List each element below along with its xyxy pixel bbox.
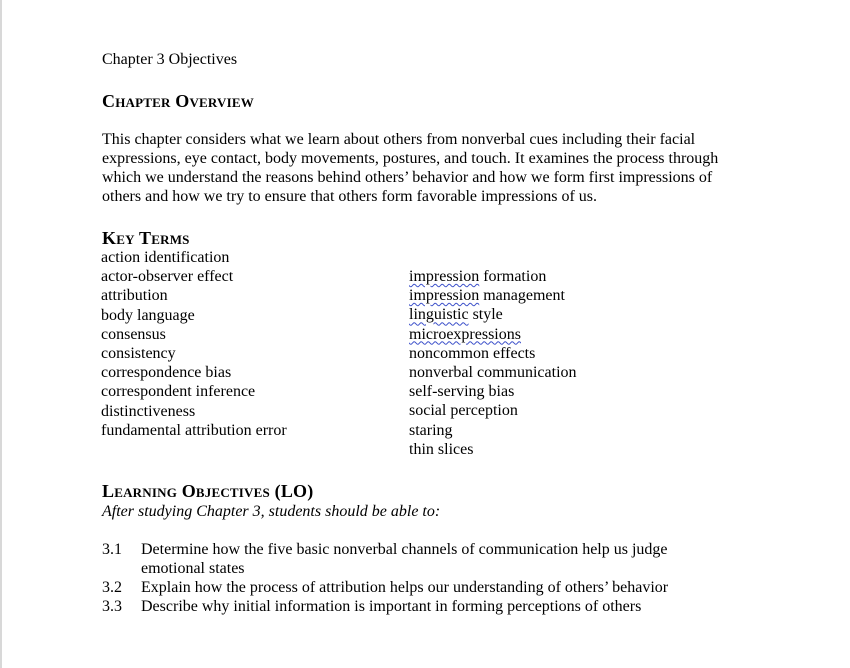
overview-line: This chapter considers what we learn about others from nonverbal cues including their facial (102, 131, 696, 148)
key-term (409, 305, 577, 324)
key-term (409, 286, 577, 305)
objective-text (141, 597, 668, 616)
objective-text (141, 578, 668, 597)
key-term: nonverbal communication (409, 364, 577, 382)
learning-objectives-list (102, 540, 668, 616)
objective-text (141, 540, 668, 578)
spellcheck-flagged-word[interactable]: linguistic (409, 306, 469, 324)
objective-number: 3.2 (102, 579, 122, 596)
key-term-rest: formation (479, 268, 547, 285)
objective-line: Explain how the process of attribution helps our understanding of others’ behavior (141, 579, 669, 596)
overview-line: expressions, eye contact, body movements, postures, and touch. It examines the process through (102, 150, 719, 167)
objective-line: Determine how the five basic nonverbal channels of communication help us judge (141, 541, 668, 558)
key-term: consensus (101, 325, 166, 343)
key-term: body language (101, 306, 195, 324)
learning-objectives-intro: After studying Chapter 3, students should be able to: (102, 503, 441, 520)
learning-objective (102, 578, 668, 597)
key-term: action identification (101, 249, 230, 266)
key-term-rest: management (479, 287, 565, 305)
overview-line: others and how we try to ensure that others form favorable impressions of us. (102, 188, 597, 205)
overview-line: which we understand the reasons behind others’ behavior and how we form first impressions of (102, 169, 713, 186)
key-term: noncommon effects (409, 344, 536, 362)
objective-number: 3.3 (102, 598, 122, 615)
chapter-overview-heading: Chapter Overview (102, 91, 254, 111)
spellcheck-flagged-word[interactable]: impression (409, 268, 480, 285)
key-terms-heading: Key Terms (102, 228, 190, 248)
key-term (409, 267, 577, 286)
key-term: fundamental attribution error (101, 421, 287, 439)
key-terms-left-column (101, 248, 287, 440)
key-term (409, 325, 577, 344)
document-title: Chapter 3 Objectives (102, 51, 238, 68)
key-term: actor-observer effect (101, 268, 234, 286)
key-term: correspondent inference (101, 383, 256, 401)
learning-objectives-heading: Learning Objectives (LO) (102, 481, 314, 501)
learning-objective (102, 597, 668, 616)
objective-line: Describe why initial information is important in forming perceptions of others (141, 598, 642, 615)
spellcheck-flagged-word[interactable]: microexpressions (409, 325, 521, 343)
key-term: consistency (101, 345, 176, 363)
spellcheck-flagged-word[interactable]: impression (409, 287, 480, 305)
page-edge (0, 0, 2, 668)
key-terms-right-column (409, 267, 577, 459)
key-term: distinctiveness (101, 402, 196, 420)
key-term: self-serving bias (409, 383, 515, 401)
key-term: thin slices (409, 440, 474, 458)
objective-line: emotional states (141, 560, 245, 577)
key-term: attribution (101, 287, 168, 305)
key-term-rest: style (468, 306, 503, 324)
key-term: social perception (409, 402, 518, 420)
key-term: staring (409, 421, 453, 439)
key-term: correspondence bias (101, 364, 232, 382)
objective-number: 3.1 (102, 541, 122, 558)
chapter-overview-paragraph (102, 130, 762, 206)
learning-objective (102, 540, 668, 578)
